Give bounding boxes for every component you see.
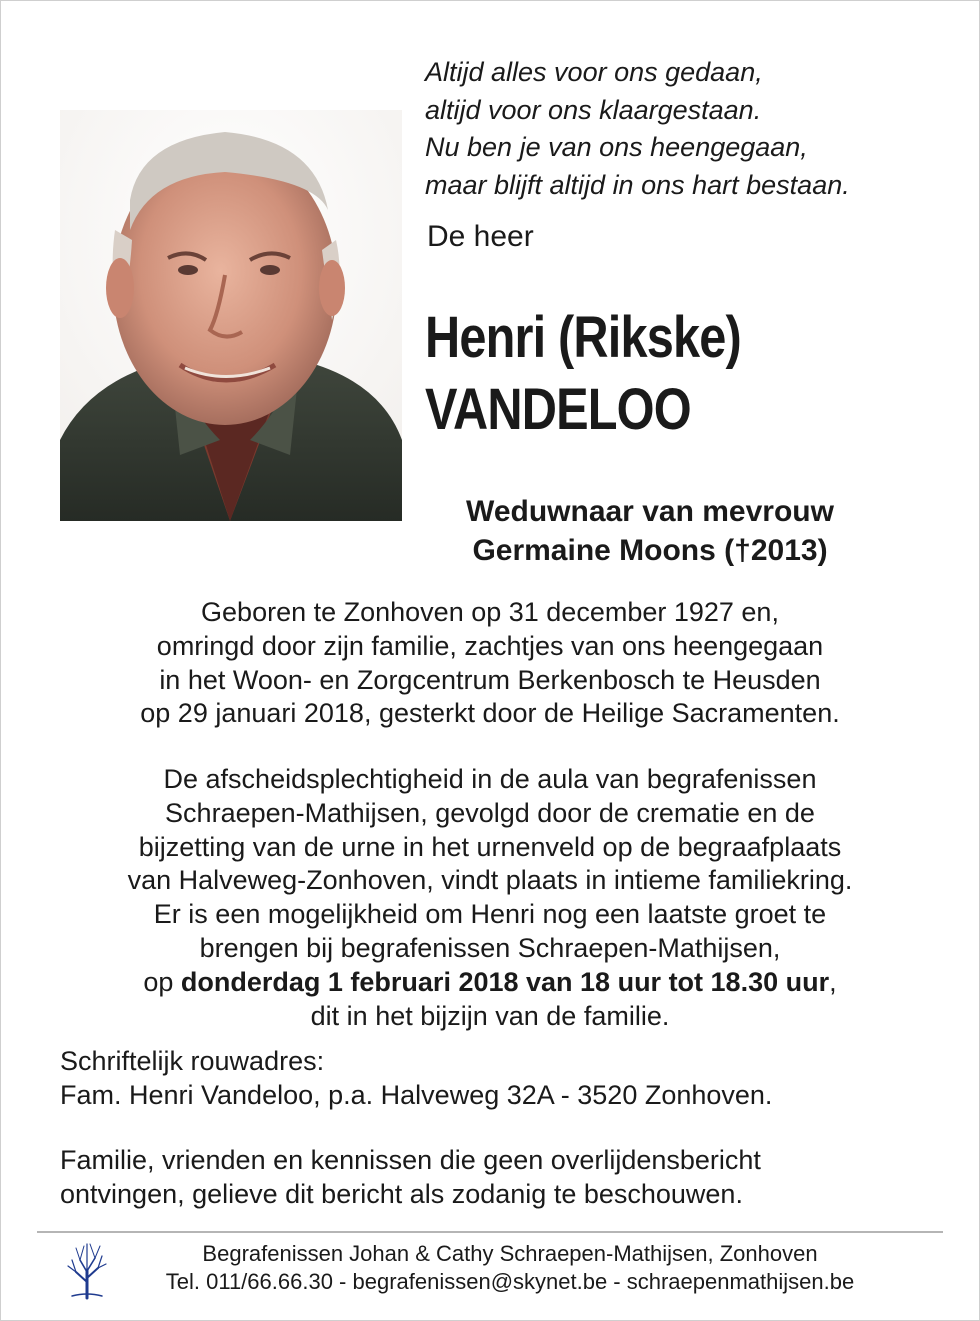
- text-line: in het Woon- en Zorgcentrum Berkenbosch te Heusden: [159, 664, 821, 695]
- poem-line: maar blijft altijd in ons hart bestaan.: [425, 169, 850, 200]
- text-line: Geboren te Zonhoven op 31 december 1927 en,: [201, 597, 779, 627]
- text-line: bijzetting van de urne in het urnenveld op de begraafplaats: [138, 831, 842, 862]
- mourning-address: [60, 1044, 772, 1112]
- address-value: Fam. Henri Vandeloo, p.a. Halveweg 32A - 3520 Zonhoven.: [60, 1080, 773, 1110]
- text-line: omringd door zijn familie, zachtjes van ons heengegaan: [156, 630, 824, 661]
- footer-divider: [37, 1231, 943, 1233]
- family-note: [60, 1143, 761, 1211]
- text-line: Er is een mogelijkheid om Henri nog een laatste groet te: [153, 899, 827, 930]
- deceased-name: [425, 302, 741, 446]
- visit-datetime: donderdag 1 februari 2018 van 18 uur tot 18.30 uur: [180, 966, 830, 997]
- widow-line-1: Weduwnaar van mevrouw: [466, 495, 834, 528]
- visit-suffix: ,: [829, 966, 837, 997]
- funeral-home-contact: Tel. 011/66.66.30 - begrafenissen@skynet.be - schraepenmathijsen.be: [165, 1269, 855, 1294]
- text-line: Familie, vrienden en kennissen die geen overlijdensbericht: [60, 1145, 761, 1175]
- text-line: op 29 januari 2018, gesterkt door de Heilige Sacramenten.: [140, 698, 840, 729]
- funeral-home-footer: [100, 1240, 920, 1296]
- text-line: brengen bij begrafenissen Schraepen-Mathijsen,: [199, 932, 781, 963]
- funeral-home-name: Begrafenissen Johan & Cathy Schraepen-Mathijsen, Zonhoven: [202, 1241, 818, 1266]
- memorial-poem: [425, 54, 850, 204]
- widow-line-2: Germaine Moons (†2013): [472, 534, 828, 567]
- portrait-photo: [60, 110, 402, 521]
- last-name: VANDELOO: [425, 377, 691, 442]
- ceremony-paragraph: [40, 763, 940, 1033]
- widower-notice: [400, 492, 900, 570]
- visit-prefix: op: [143, 966, 181, 997]
- text-line: Schraepen-Mathijsen, gevolgd door de crematie en de: [165, 797, 815, 828]
- honorific: De heer: [427, 220, 534, 253]
- birth-death-paragraph: [40, 596, 940, 731]
- text-line: van Halveweg-Zonhoven, vindt plaats in intieme familiekring.: [127, 865, 853, 896]
- poem-line: Nu ben je van ons heengegaan,: [425, 132, 808, 162]
- text-line: De afscheidsplechtigheid in de aula van begrafenissen: [163, 764, 817, 794]
- poem-line: altijd voor ons klaargestaan.: [425, 94, 762, 125]
- poem-line: Altijd alles voor ons gedaan,: [425, 57, 763, 87]
- text-line: dit in het bijzijn van de familie.: [310, 1000, 670, 1031]
- visit-line: [40, 966, 940, 1000]
- address-label: Schriftelijk rouwadres:: [60, 1046, 325, 1076]
- text-line: ontvingen, gelieve dit bericht als zodanig te beschouwen.: [60, 1179, 743, 1209]
- first-name: Henri (Rikske): [425, 305, 741, 370]
